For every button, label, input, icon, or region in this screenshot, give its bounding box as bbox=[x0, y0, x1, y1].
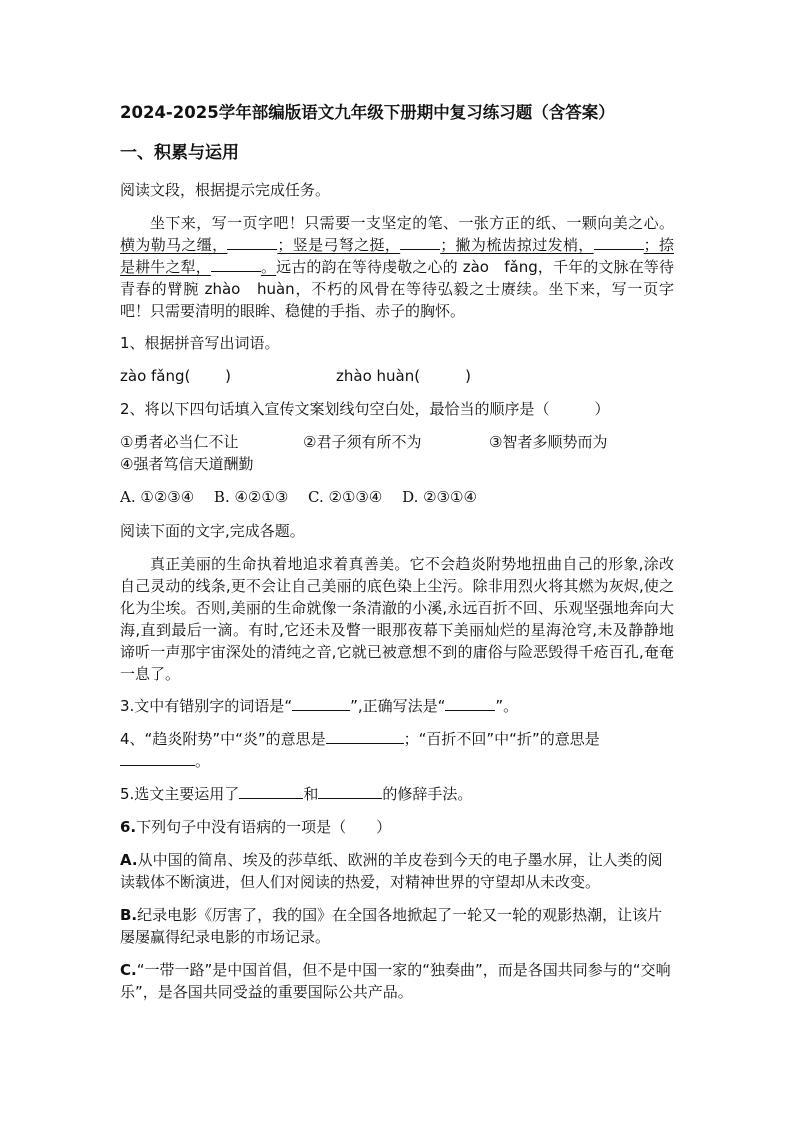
question-3: 3.文中有错别字的词语是“ ”,正确写法是“ ”。 bbox=[120, 697, 519, 715]
answer-blank-correct-word[interactable] bbox=[445, 695, 495, 711]
passage-1-rest: 远古的韵在等待虔敬之心的 zào fǎng，千年的文脉在等待青春的臂腕 zhào huàn，不朽的风骨在等待弘毅之士赓续。坐下来，写一页字吧！只需要清明的眼眸、稳健的手指、赤子的胸怀。 bbox=[120, 258, 674, 320]
blank-3[interactable] bbox=[594, 234, 644, 250]
document-title: 2024-2025学年部编版语文九年级下册期中复习练习题（含答案） bbox=[120, 103, 615, 122]
passage-1-opening: 坐下来，写一页字吧！只需要一支坚定的笔、一张方正的纸、一颗向美之心。 bbox=[150, 214, 674, 232]
question-2-options bbox=[120, 431, 674, 453]
question-2-prompt: 2、将以下四句话填入宣传文案划线句空白处，最恰当的顺序是（ ） bbox=[120, 400, 610, 418]
question-5: 5.选文主要运用了 和 的修辞手法。 bbox=[120, 785, 473, 803]
choice-b[interactable]: B.纪录电影《厉害了，我的国》在全国各地掀起了一轮又一轮的观影热潮，让该片屡屡赢得纪录电影的市场记录。 bbox=[120, 906, 663, 946]
underlined-sentence: 横为勒马之缰， ；竖是弓弩之挺， ；撇为梳齿掠过发梢， ；捺是耕牛之犁， 。 bbox=[120, 236, 674, 276]
option-1: ①勇者必当仁不让 bbox=[120, 433, 239, 451]
passage-2: 真正美丽的生命执着地追求着真善美。它不会趋炎附势地扭曲自己的形象,涂改自己灵动的线条,更不会让自己美丽的底色染上尘污。除非用烈火将其燃为灰烬,使之化为尘埃。否则,美丽的生命就像一条清澈的小溪,永远百折不回、乐观坚强地奔向大海,直到最后一滴。有时,它还未及瞥一眼那夜幕下美丽灿烂的星海沧穹,未及静静地谛听一声那宇宙深处的清纯之音,它就已被意想不到的庸俗与险恶毁得千疮百孔,奄奄一息了。 bbox=[120, 555, 674, 683]
pinyin-item-zhaohuan[interactable]: zhào huàn( ) bbox=[336, 367, 471, 385]
reading-instruction-2: 阅读下面的文字,完成各题。 bbox=[120, 522, 305, 540]
question-1-prompt: 1、根据拼音写出词语。 bbox=[120, 334, 280, 352]
pinyin-item-zaofang[interactable]: zào fǎng( ) bbox=[120, 367, 231, 385]
option-3: ③智者多顺势而为 bbox=[489, 433, 608, 451]
blank-4[interactable] bbox=[211, 256, 261, 272]
option-2: ②君子须有所不为 bbox=[303, 433, 422, 451]
reading-instruction-1: 阅读文段，根据提示完成任务。 bbox=[120, 181, 331, 199]
choice-a[interactable]: A.从中国的简帛、埃及的莎草纸、欧洲的羊皮卷到今天的电子墨水屏，让人类的阅读载体不断演进，但人们对阅读的热爱，对精神世界的守望却从未改变。 bbox=[120, 851, 663, 891]
answer-blank-rhetoric-1[interactable] bbox=[239, 783, 303, 799]
answer-blank-zhe-meaning[interactable] bbox=[120, 750, 195, 766]
question-4: 4、“趋炎附势”中“炎”的意思是 ；“百折不回”中“折”的意思是。 bbox=[120, 730, 600, 770]
answer-blank-wrong-word[interactable] bbox=[292, 695, 350, 711]
question-1-answers bbox=[120, 365, 674, 387]
question-2-choices[interactable]: A. ①②③④ B. ④②①③ C. ②①③④ D. ②③①④ bbox=[120, 488, 477, 506]
blank-1[interactable] bbox=[227, 234, 277, 250]
choice-c[interactable]: C.“一带一路”是中国首倡，但不是中国一家的“独奏曲”，而是各国共同参与的“交响乐”，是各国共同受益的重要国际公共产品。 bbox=[120, 961, 671, 1001]
answer-blank-yan-meaning[interactable] bbox=[326, 728, 404, 744]
option-4: ④强者笃信天道酬勤 bbox=[120, 455, 254, 473]
answer-blank-rhetoric-2[interactable] bbox=[318, 783, 382, 799]
section-heading: 一、积累与运用 bbox=[120, 143, 239, 163]
blank-2[interactable] bbox=[400, 234, 440, 250]
passage-1 bbox=[120, 212, 674, 322]
question-6-prompt: 6.下列句子中没有语病的一项是（ ） bbox=[120, 818, 392, 836]
